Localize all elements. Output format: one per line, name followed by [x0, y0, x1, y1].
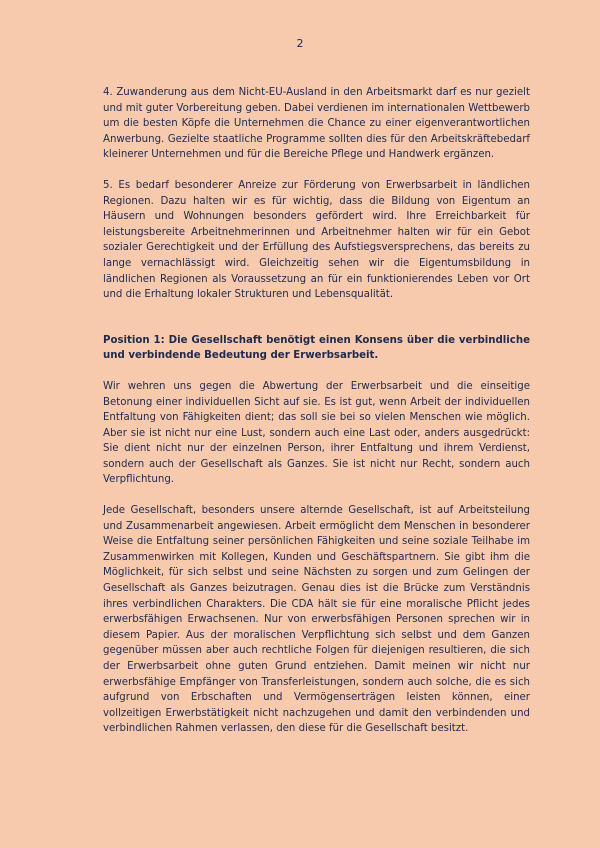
section-heading: Position 1: Die Gesellschaft benötigt einen Konsens über die verbindliche und verbindende Bedeutung der Erwerbsarbeit. — [103, 334, 530, 362]
paragraph-body-2: Jede Gesellschaft, besonders unsere alternde Gesellschaft, ist auf Arbeitsteilung und Zusammenarbeit angewiesen. Arbeit ermöglicht dem Menschen in besonderer Weise die Entfaltung seiner persönlichen Fähigkeiten und seine soziale Teilhabe im Zusammenwirken mit Kollegen, Kunden und Geschäftspartnern. Sie gibt ihm die Möglichkeit, für sich selbst und seine Nächsten zu sorgen und zum Gelingen der Gesellschaft als Ganzes beizutragen. Genau dies ist die Brücke zum Verständnis ihres verbindlichen Charakters. Die CDA hält sie für eine moralische Pflicht jedes erwerbsfähigen Erwachsenen. Nur von erwerbsfähigen Personen sprechen wir in diesem Papier. Aus der moralischen Verpflichtung sich selbst und dem Ganzen gegenüber müssen aber auch rechtliche Folgen für diejenigen resultieren, die sich der Erwerbsarbeit ohne guten Grund entziehen. Damit meinen wir nicht nur erwerbsfähige Empfänger von Transferleistungen, sondern auch solche, die es sich aufgrund von Erbschaften und Vermögenserträgen leisten können, einer vollzeitigen Erwerbstätigkeit nicht nachzugehen und damit den verbindenden und verbindlichen Rahmen verlassen, den diese für die Gesellschaft besitzt. — [103, 505, 530, 735]
paragraph-body-1: Wir wehren uns gegen die Abwertung der Erwerbsarbeit und die einseitige Betonung einer individuellen Sicht auf sie. Es ist gut, wenn Arbeit der individuellen Entfaltung von Fähigkeiten dient; das soll sie bei so vielen Menschen wie möglich. Aber sie ist nicht nur eine Lust, sondern auch eine Last oder, anders ausgedrückt: Sie dient nicht nur der einzelnen Person, ihrer Entfaltung und ihrem Verdienst, sondern auch der Gesellschaft als Ganzes. Sie ist nicht nur Recht, sondern auch Verpflichtung. — [103, 380, 530, 486]
document-body — [103, 85, 530, 737]
page-number: 2 — [296, 37, 304, 50]
paragraph-item-5: 5. Es bedarf besonderer Anreize zur Förderung von Erwerbsarbeit in ländlichen Regionen. Dazu halten wir es für wichtig, dass die Bildung von Eigentum an Häusern und Wohnungen besonders gefördert wird. Ihre Erreichbarkeit für leistungsbereite Arbeitnehmerinnen und Arbeitnehmer halten wir für ein Gebot sozialer Gerechtigkeit und der Erfüllung des Aufstiegsversprechens, das bereits zu lange vernachlässigt wird. Gleichzeitig sehen wir die Eigentumsbildung in ländlichen Regionen als Voraussetzung an für ein funktionierendes Leben vor Ort und die Erhaltung lokaler Strukturen und Lebensqualität. — [103, 179, 530, 301]
paragraph-item-4: 4. Zuwanderung aus dem Nicht-EU-Ausland in den Arbeitsmarkt darf es nur gezielt und mit guter Vorbereitung geben. Dabei verdienen im internationalen Wettbewerb um die besten Köpfe die Unternehmen die Chance zu einer eigenverantwortlichen Anwerbung. Gezielte staatliche Programme sollten dies für den Arbeitskräftebedarf kleinerer Unternehmen und für die Bereiche Pflege und Handwerk ergänzen. — [103, 87, 530, 161]
